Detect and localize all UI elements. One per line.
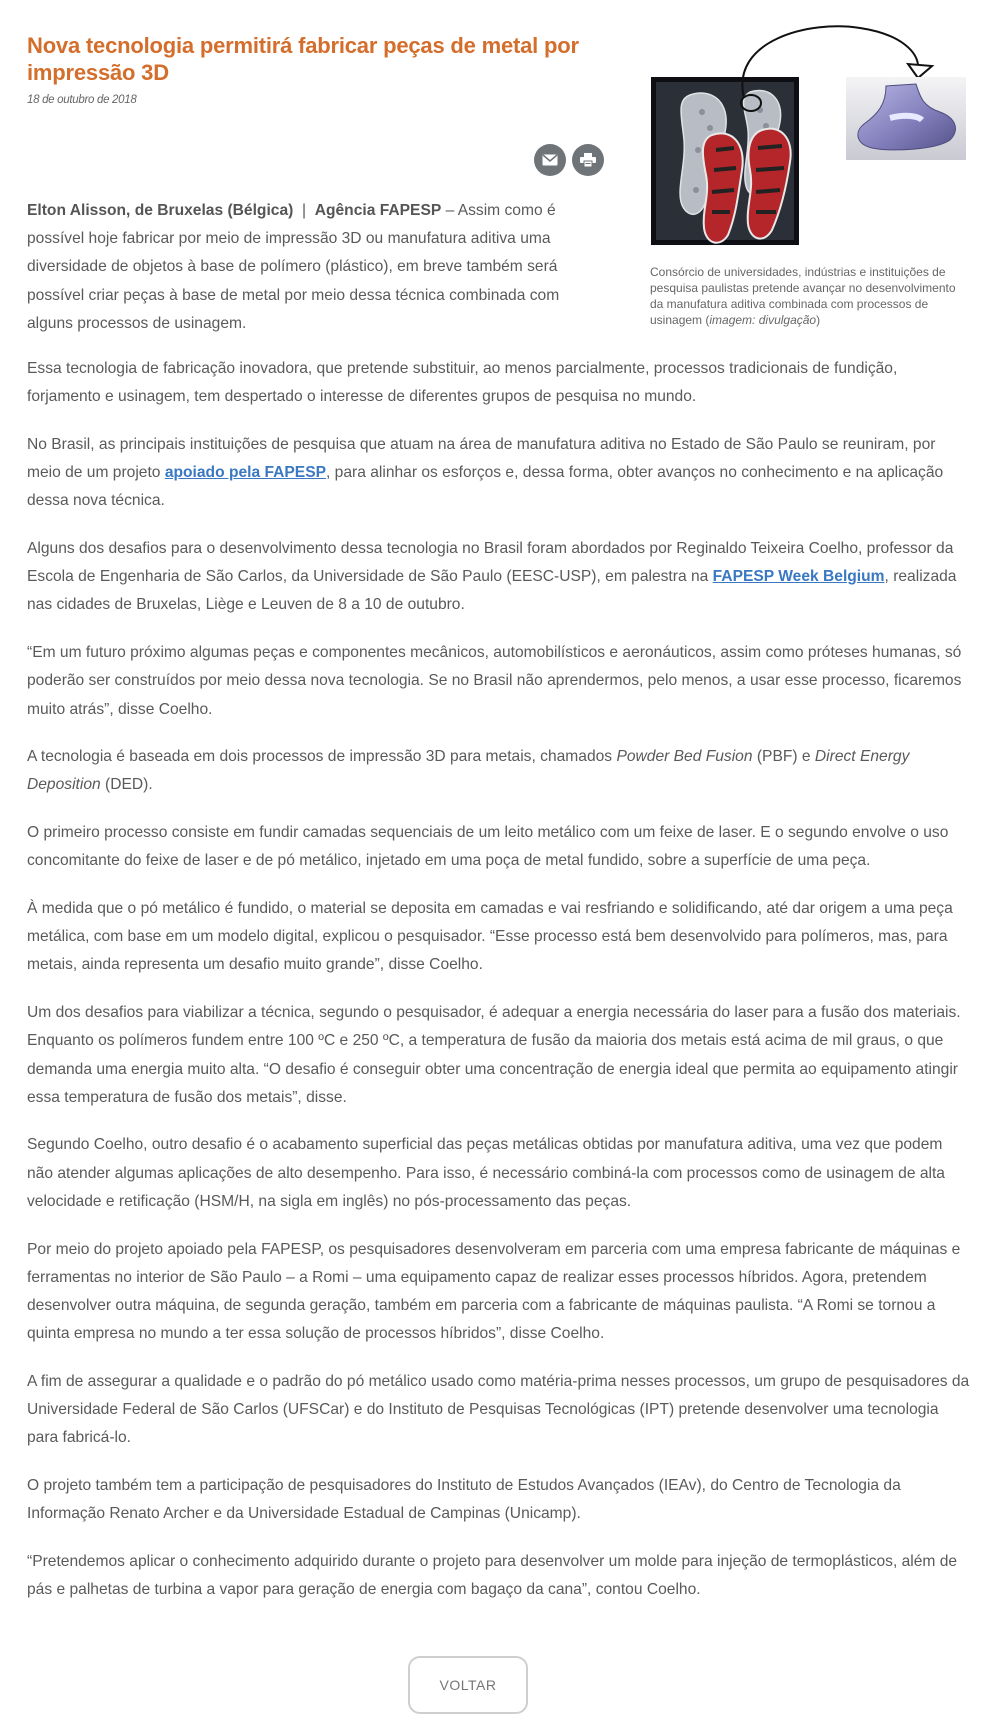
back-button[interactable]: VOLTAR	[408, 1656, 528, 1714]
article-figure	[650, 0, 970, 250]
article-title: Nova tecnologia permitirá fabricar peças de metal por impressão 3D	[27, 33, 579, 85]
fapesp-project-link[interactable]: apoiado pela FAPESP	[164, 464, 327, 482]
article-date: 18 de outubro de 2018	[27, 94, 137, 106]
paragraph: No Brasil, as principais instituições de pesquisa que atuam na área de manufatura aditiva no Estado de São Paulo se reuniram, por meio de um projeto apoiado pela FAPESP, para alinhar os esforços e, dessa forma, obter avanços no conhecimento e na aplicação dessa nova técnica.	[27, 435, 944, 510]
part-render	[846, 77, 966, 160]
article-body	[27, 355, 972, 1624]
paragraph: Um dos desafios para viabilizar a técnica, segundo o pesquisador, é adequar a energia necessária do laser para a fusão dos materiais. Enquanto os polímeros fundem entre 100 ºC e 250 ºC, a temperatura de fusão da maioria dos metais está acima de mil graus, o que demanda uma energia muito alta. “O desafio é conseguir obter uma concentração de energia ideal que permita ao equipamento atingir essa temperatura de fusão dos metais”, disse.	[27, 1004, 961, 1106]
paragraph: O projeto também tem a participação de pesquisadores do Instituto de Estudos Avançados (IEAv), do Centro de Tecnologia da Informação Renato Archer e da Universidade Estadual de Campinas (Unicamp).	[27, 1477, 901, 1523]
figure-caption: Consórcio de universidades, indústrias e instituições de pesquisa paulistas pretende avançar no desenvolvimento da manufatura aditiva combinada com processos de usinagem (imagem: divulgação)	[650, 265, 956, 327]
print-button[interactable]	[572, 144, 604, 176]
article-lead: Elton Alisson, de Bruxelas (Bélgica) | Agência FAPESP – Assim como é possível hoje fabricar por meio de impressão 3D ou manufatura aditiva uma diversidade de objetos à base de polímero (plástico), em breve também será possível criar peças à base de metal por meio dessa técnica combinada com alguns processos de usinagem.	[27, 202, 560, 332]
mold-photo	[651, 77, 799, 245]
paragraph: A fim de assegurar a qualidade e o padrão do pó metálico usado como matéria-prima nesses processos, um grupo de pesquisadores da Universidade Federal de São Carlos (UFSCar) e do Instituto de Pesquisas Tecnológicas (IPT) pretende desenvolver uma tecnologia para fabricá-lo.	[27, 1372, 970, 1447]
envelope-icon	[542, 154, 558, 166]
paragraph: “Pretendemos aplicar o conhecimento adquirido durante o projeto para desenvolver um molde para injeção de termoplásticos, além de pás e palhetas de turbina a vapor para geração de energia com bagaço da cana”, contou Coelho.	[27, 1552, 958, 1599]
paragraph: Por meio do projeto apoiado pela FAPESP, os pesquisadores desenvolveram em parceria com uma empresa fabricante de máquinas e ferramentas no interior de São Paulo – a Romi – uma equipamento capaz de realizar esses processos híbridos. Agora, pretendem desenvolver outra máquina, de segunda geração, também em parceria com a fabricante de máquinas paulista. “A Romi se tornou a quinta empresa no mundo a ter essa solução de processos híbridos”, disse Coelho.	[27, 1240, 961, 1343]
paragraph: Essa tecnologia de fabricação inovadora, que pretende substituir, ao menos parcialmente, processos tradicionais de fundição, forjamento e usinagem, tem despertado o interesse de diferentes grupos de pesquisa no mundo.	[27, 360, 898, 406]
paragraph: Alguns dos desafios para o desenvolvimento dessa tecnologia no Brasil foram abordados por Reginaldo Teixeira Coelho, professor da Escola de Engenharia de São Carlos, da Universidade de São Paulo (EESC-USP), em palestra na FAPESP Week Belgium, realizada nas cidades de Bruxelas, Liège e Leuven de 8 a 10 de outubro.	[27, 540, 957, 614]
arrow-head	[908, 64, 932, 78]
article-author: Elton Alisson, de Bruxelas (Bélgica)	[27, 202, 294, 219]
figure-credit: imagem: divulgação	[709, 313, 817, 327]
article-agency: Agência FAPESP	[314, 202, 442, 219]
fapesp-week-belgium-link[interactable]: FAPESP Week Belgium	[712, 568, 885, 586]
paragraph: O primeiro processo consiste em fundir camadas sequenciais de um leito metálico com um feixe de laser. E o segundo envolve o uso concomitante do feixe de laser e de pó metálico, injetado em uma poça de metal fundido, sobre a superfície de uma peça.	[27, 824, 949, 870]
email-share-button[interactable]	[534, 144, 566, 176]
printer-icon	[580, 153, 596, 167]
paragraph: A tecnologia é baseada em dois processos de impressão 3D para metais, chamados Powder Bed Fusion (PBF) e Direct Energy Deposition (DED).	[27, 748, 910, 794]
paragraph: À medida que o pó metálico é fundido, o material se deposita em camadas e vai resfriando e solidificando, até dar origem a uma peça metálica, com base em um modelo digital, explicou o pesquisador. “Esse processo está bem desenvolvido para polímeros, mas, para metais, ainda representa um desafio muito grande”, disse Coelho.	[27, 900, 953, 974]
paragraph: Segundo Coelho, outro desafio é o acabamento superficial das peças metálicas obtidas por manufatura aditiva, uma vez que podem não atender algumas aplicações de alto desempenho. Para isso, é necessário combiná-la com processos como de usinagem de alta velocidade e retificação (HSM/H, na sigla em inglês) no pós-processamento das peças.	[27, 1136, 945, 1210]
paragraph: “Em um futuro próximo algumas peças e componentes mecânicos, automobilísticos e aeronáuticos, assim como próteses humanas, só poderão ser construídos por meio dessa nova tecnologia. Se no Brasil não aprendermos, pelo menos, a usar esse processo, ficaremos muito atrás”, disse Coelho.	[27, 644, 962, 718]
